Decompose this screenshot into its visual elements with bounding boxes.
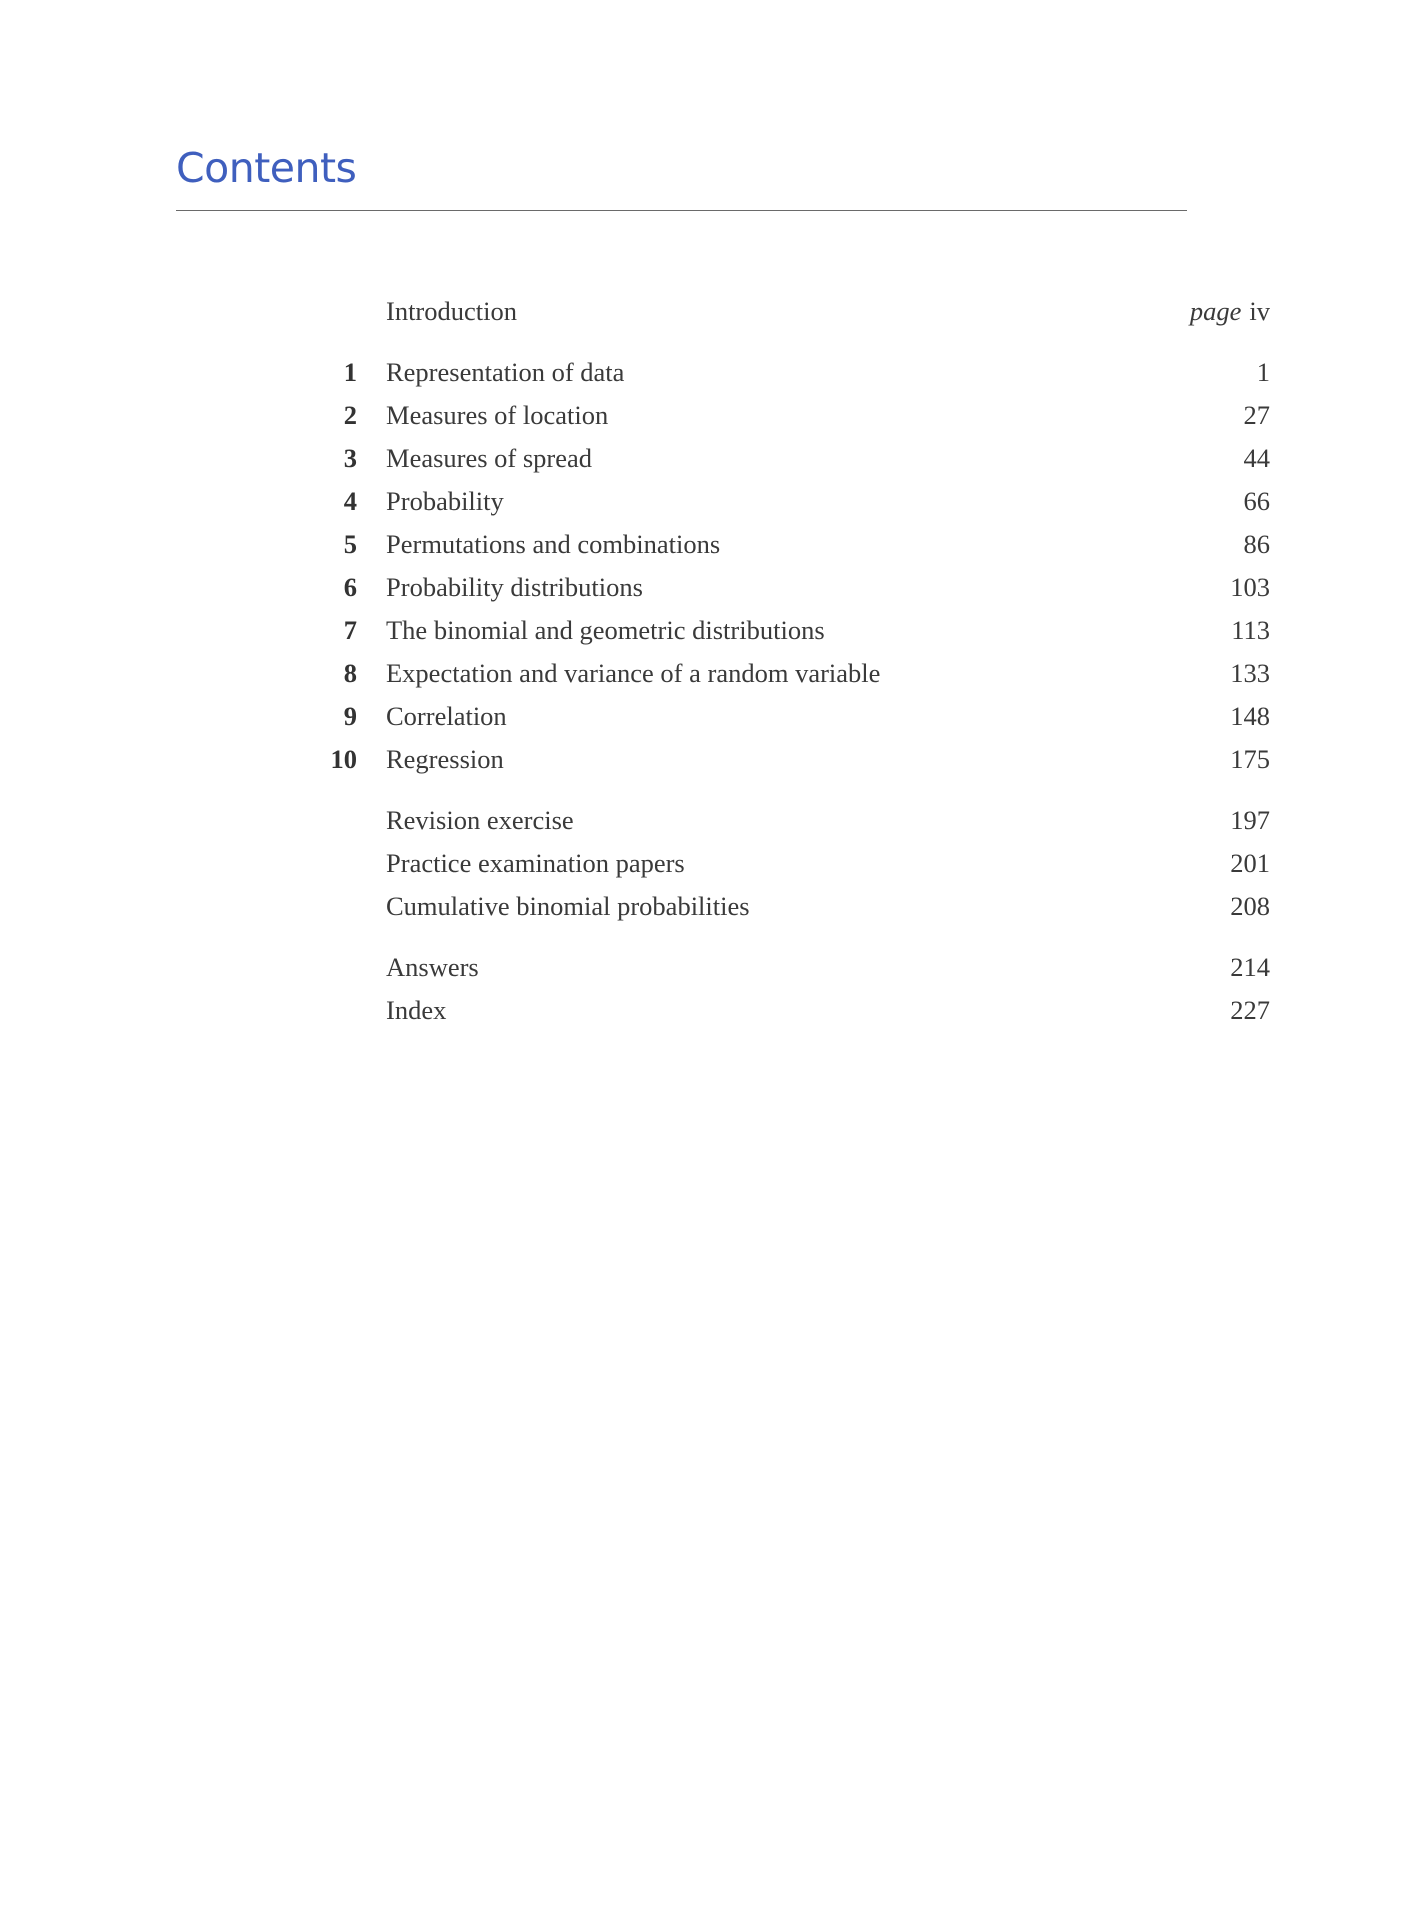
- chapter-number: 6: [343, 572, 357, 602]
- chapter-number: 10: [330, 744, 357, 774]
- toc-chapter-row[interactable]: [300, 394, 1270, 437]
- chapter-page: 175: [1230, 744, 1270, 774]
- chapter-title: Probability distributions: [386, 572, 643, 602]
- chapter-title: Measures of spread: [386, 443, 593, 473]
- backmatter-page: 214: [1230, 952, 1270, 982]
- toc-chapter-row[interactable]: [300, 566, 1270, 609]
- supplement-title: Revision exercise: [386, 805, 574, 835]
- supplement-title: Cumulative binomial probabilities: [386, 891, 750, 921]
- chapter-number: 5: [343, 529, 357, 559]
- chapter-page: 103: [1230, 572, 1270, 602]
- chapter-title: Measures of location: [386, 400, 609, 430]
- chapter-title: Correlation: [386, 701, 507, 731]
- chapter-page: 113: [1231, 615, 1270, 645]
- toc-entry-introduction[interactable]: [300, 290, 1270, 333]
- toc-chapter-row[interactable]: [300, 738, 1270, 781]
- chapter-page: 148: [1230, 701, 1270, 731]
- toc-entry-page: [1190, 290, 1270, 333]
- page-number: iv: [1249, 296, 1270, 326]
- chapter-number: 1: [343, 357, 357, 387]
- toc-supplement-row[interactable]: [300, 842, 1270, 885]
- supplement-page: 208: [1230, 891, 1270, 921]
- toc-chapter-row[interactable]: [300, 480, 1270, 523]
- toc-chapter-row[interactable]: [300, 652, 1270, 695]
- chapter-number: 8: [343, 658, 357, 688]
- page-title: Contents: [176, 144, 357, 192]
- toc-chapter-row[interactable]: [300, 351, 1270, 394]
- backmatter-title: Answers: [386, 952, 479, 982]
- toc-entry-title: Introduction: [386, 296, 517, 326]
- toc-chapter-row[interactable]: [300, 609, 1270, 652]
- chapter-number: 3: [343, 443, 357, 473]
- chapter-title: Regression: [386, 744, 504, 774]
- backmatter-page: 227: [1230, 995, 1270, 1025]
- chapter-number: 4: [343, 486, 357, 516]
- chapter-number: 9: [343, 701, 357, 731]
- chapter-title: The binomial and geometric distributions: [386, 615, 825, 645]
- toc-supplement-row[interactable]: [300, 799, 1270, 842]
- toc-supplement-row[interactable]: [300, 885, 1270, 928]
- chapter-page: 1: [1256, 357, 1270, 387]
- supplement-title: Practice examination papers: [386, 848, 685, 878]
- toc-chapter-row[interactable]: [300, 523, 1270, 566]
- table-of-contents: [300, 290, 1270, 1032]
- chapter-page: 133: [1230, 658, 1270, 688]
- chapter-page: 86: [1243, 529, 1270, 559]
- chapter-title: Expectation and variance of a random variable: [386, 658, 881, 688]
- chapter-page: 27: [1243, 400, 1270, 430]
- chapter-title: Probability: [386, 486, 504, 516]
- backmatter-title: Index: [386, 995, 447, 1025]
- chapter-number: 2: [343, 400, 357, 430]
- toc-backmatter-row[interactable]: [300, 946, 1270, 989]
- toc-backmatter-row[interactable]: [300, 989, 1270, 1032]
- toc-chapter-row[interactable]: [300, 437, 1270, 480]
- supplement-page: 201: [1230, 848, 1270, 878]
- toc-chapter-row[interactable]: [300, 695, 1270, 738]
- chapter-page: 44: [1243, 443, 1270, 473]
- supplement-page: 197: [1230, 805, 1270, 835]
- chapter-title: Permutations and combinations: [386, 529, 721, 559]
- page-label: page: [1189, 296, 1242, 326]
- chapter-title: Representation of data: [386, 357, 625, 387]
- heading-divider: [176, 210, 1187, 211]
- chapter-page: 66: [1243, 486, 1270, 516]
- chapter-number: 7: [343, 615, 357, 645]
